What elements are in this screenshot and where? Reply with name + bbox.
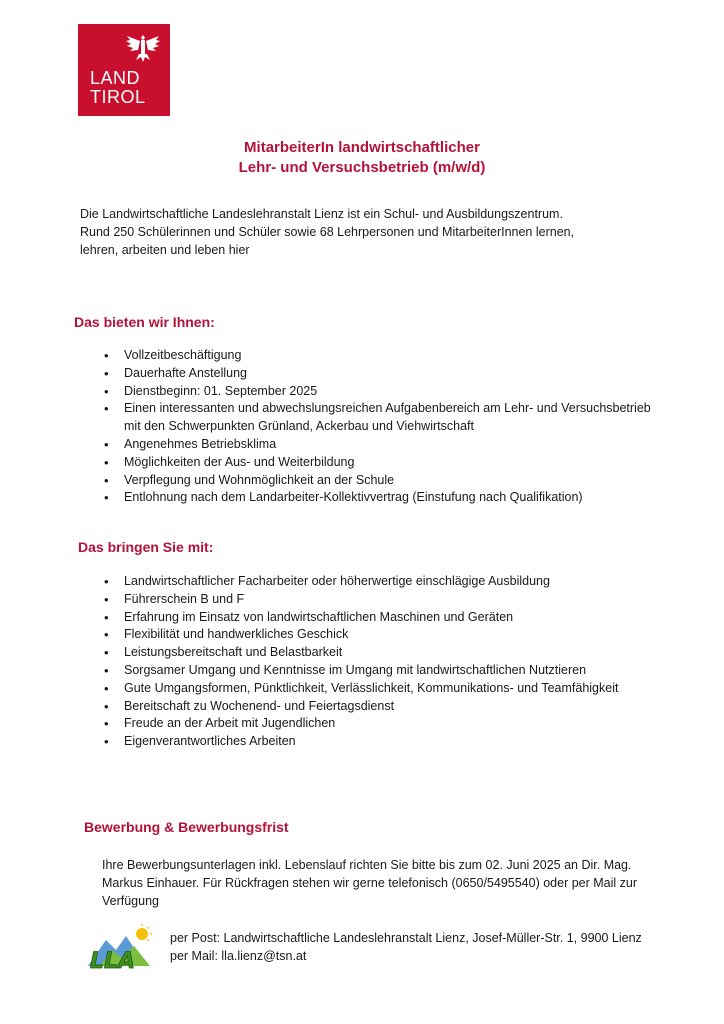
list-item: • Vollzeitbeschäftigung (102, 347, 662, 365)
application-line-3: Verfügung (102, 894, 159, 908)
requirements-list (102, 573, 642, 751)
contact-mail: per Mail: lla.lienz@tsn.at (170, 949, 307, 963)
contact-block (170, 929, 642, 965)
requirements-heading: Das bringen Sie mit: (78, 539, 214, 555)
list-item: • Gute Umgangsformen, Pünktlichkeit, Verlässlichkeit, Kommunikations- und Teamfähigkeit (102, 680, 642, 698)
list-item: • Dauerhafte Anstellung (102, 365, 662, 383)
list-item: • Entlohnung nach dem Landarbeiter-Kollektivvertrag (Einstufung nach Qualifikation) (102, 489, 662, 507)
intro-line-2: Rund 250 Schülerinnen und Schüler sowie 68 Lehrpersonen und MitarbeiterInnen lernen, (80, 225, 575, 239)
tirol-eagle-icon (124, 32, 162, 64)
application-line-2: Markus Einhauer. Für Rückfragen stehen wir gerne telefonisch (0650/5495540) oder per Mail zur (102, 876, 638, 890)
intro-line-3: lehren, arbeiten und leben hier (80, 243, 250, 257)
logo-line-1: LAND (90, 68, 141, 88)
application-paragraph (102, 856, 692, 910)
job-title-line-1: MitarbeiterIn landwirtschaftlicher (244, 139, 480, 156)
intro-line-1: Die Landwirtschaftliche Landeslehranstalt Lienz ist ein Schul- und Ausbildungszentrum. (80, 207, 563, 221)
list-item: • Freude an der Arbeit mit Jugendlichen (102, 715, 642, 733)
list-item: • Eigenverantwortliches Arbeiten (102, 733, 642, 751)
offer-heading: Das bieten wir Ihnen: (74, 314, 215, 330)
offer-list (102, 347, 662, 507)
job-title (0, 138, 724, 178)
logo-wordmark (90, 69, 146, 107)
application-heading: Bewerbung & Bewerbungsfrist (84, 819, 289, 835)
list-item: • Sorgsamer Umgang und Kenntnisse im Umgang mit landwirtschaftlichen Nutztieren (102, 662, 642, 680)
list-item: • Verpflegung und Wohnmöglichkeit an der Schule (102, 472, 662, 490)
list-item: • Einen interessanten und abwechslungsreichen Aufgabenbereich am Lehr- und Versuchsbetrieb mit den Schwerpunkten Grünland, Ackerbau und Viehwirtschaft (102, 400, 662, 436)
list-item: • Flexibilität und handwerkliches Geschick (102, 626, 642, 644)
list-item: • Landwirtschaftlicher Facharbeiter oder höherwertige einschlägige Ausbildung (102, 573, 642, 591)
lla-logo-text: LLA (90, 949, 136, 972)
list-item: • Angenehmes Betriebsklima (102, 436, 662, 454)
lla-school-logo (86, 924, 158, 972)
list-item: • Bereitschaft zu Wochenend- und Feiertagsdienst (102, 698, 642, 716)
job-title-line-2: Lehr- und Versuchsbetrieb (m/w/d) (238, 159, 486, 176)
intro-paragraph (80, 205, 660, 259)
contact-post: per Post: Landwirtschaftliche Landeslehranstalt Lienz, Josef-Müller-Str. 1, 9900 Lienz (170, 931, 642, 945)
list-item: • Möglichkeiten der Aus- und Weiterbildung (102, 454, 662, 472)
land-tirol-logo (78, 24, 170, 116)
list-item: • Erfahrung im Einsatz von landwirtschaftlichen Maschinen und Geräten (102, 609, 642, 627)
list-item: • Dienstbeginn: 01. September 2025 (102, 383, 662, 401)
logo-line-2: TIROL (90, 87, 146, 107)
list-item: • Führerschein B und F (102, 591, 642, 609)
list-item: • Leistungsbereitschaft und Belastbarkeit (102, 644, 642, 662)
application-line-1: Ihre Bewerbungsunterlagen inkl. Lebenslauf richten Sie bitte bis zum 02. Juni 2025 an Dir. Mag. (102, 858, 632, 872)
